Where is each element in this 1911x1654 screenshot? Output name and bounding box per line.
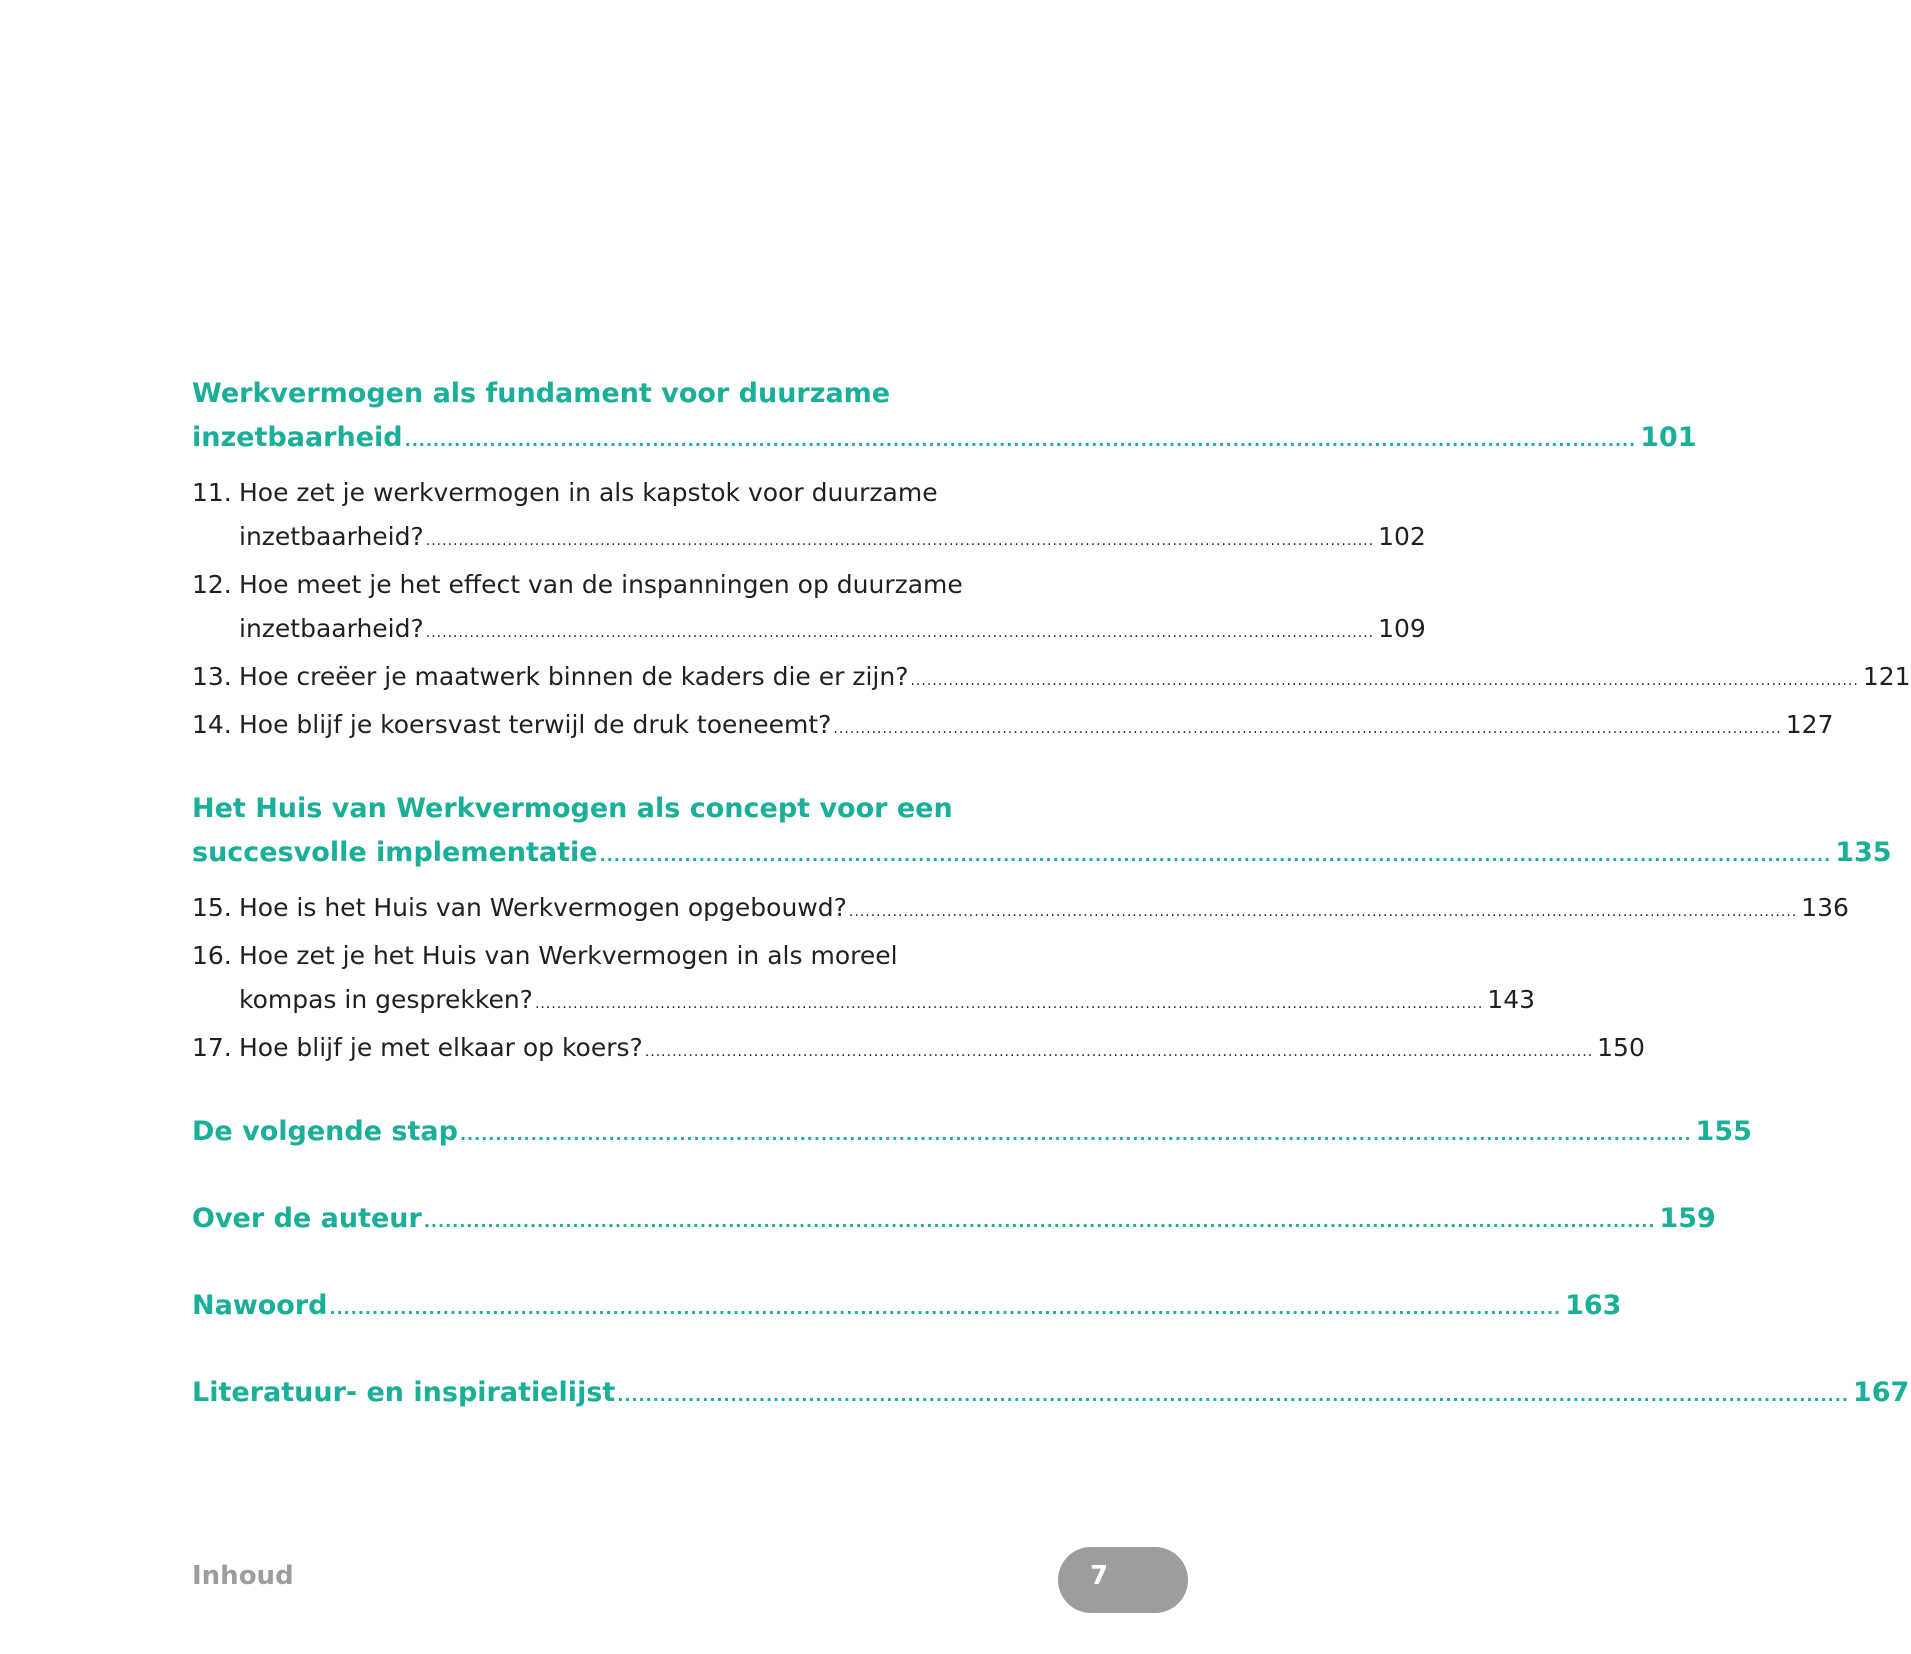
toc-section-huis-van-werkvermogen[interactable] xyxy=(192,787,1892,878)
toc-section-werkvermogen-fundament[interactable] xyxy=(192,372,1697,463)
chapter-page-number: 127 xyxy=(1785,710,1834,739)
section-title: De volgende stap xyxy=(192,1116,458,1147)
toc-chapter-14[interactable] xyxy=(192,703,1834,751)
dot-leader: .............................................................................................................................................................................. xyxy=(329,1299,1562,1318)
toc-chapter-13[interactable] xyxy=(192,655,1911,703)
chapter-title-line1: Hoe creëer je maatwerk binnen de kaders die er zijn? xyxy=(239,662,909,691)
toc-chapter-11[interactable] xyxy=(192,471,1426,563)
page-number: 7 xyxy=(1090,1561,1109,1591)
section-page-number: 159 xyxy=(1659,1203,1716,1234)
chapter-page-number: 136 xyxy=(1801,893,1849,922)
section-page-number: 163 xyxy=(1565,1290,1622,1321)
running-footer-label: Inhoud xyxy=(192,1561,294,1591)
toc-section-over-de-auteur[interactable] xyxy=(192,1197,1716,1244)
chapter-title-line1: Hoe blijf je met elkaar op koers? xyxy=(239,1033,643,1062)
dot-leader: .............................................................................................................................................................................. xyxy=(617,1386,1849,1405)
dot-leader: .............................................................................................................................................................................. xyxy=(425,625,1375,641)
page-number-tab xyxy=(1058,1547,1188,1613)
table-of-contents xyxy=(192,372,1911,1418)
chapter-title-line1: Hoe zet je werkvermogen in als kapstok voor duurzame xyxy=(239,478,938,507)
toc-section-de-volgende-stap[interactable] xyxy=(192,1110,1752,1157)
chapter-title-line2: kompas in gesprekken? xyxy=(239,985,533,1014)
chapter-page-number: 121 xyxy=(1862,662,1911,691)
chapter-number: 12. xyxy=(192,570,232,599)
section-page-number: 101 xyxy=(1640,422,1697,453)
dot-leader: .............................................................................................................................................................................. xyxy=(910,673,1859,689)
chapter-title-line1: Hoe is het Huis van Werkvermogen opgebouwd? xyxy=(239,893,847,922)
chapter-title-line1: Hoe zet je het Huis van Werkvermogen in als moreel xyxy=(239,941,898,970)
chapter-number: 14. xyxy=(192,710,232,739)
chapter-page-number: 109 xyxy=(1378,614,1426,643)
chapter-page-number: 143 xyxy=(1487,985,1536,1014)
toc-chapter-12[interactable] xyxy=(192,563,1426,655)
dot-leader: .............................................................................................................................................................................. xyxy=(425,533,1375,549)
chapter-title-line2: inzetbaarheid? xyxy=(239,522,424,551)
dot-leader: .............................................................................................................................................................................. xyxy=(459,1125,1692,1144)
toc-section-literatuurlijst[interactable] xyxy=(192,1371,1910,1418)
chapter-page-number: 102 xyxy=(1378,522,1426,551)
toc-chapter-15[interactable] xyxy=(192,886,1849,934)
section-title: Literatuur- en inspiratielijst xyxy=(192,1377,616,1408)
section-title: Nawoord xyxy=(192,1290,328,1321)
chapter-title-line1: Hoe meet je het effect van de inspanningen op duurzame xyxy=(239,570,963,599)
toc-chapter-17[interactable] xyxy=(192,1026,1645,1074)
section-title-line2: inzetbaarheid xyxy=(192,422,403,453)
chapter-number: 17. xyxy=(192,1033,232,1062)
dot-leader: .............................................................................................................................................................................. xyxy=(423,1212,1656,1231)
dot-leader: .............................................................................................................................................................................. xyxy=(833,721,1782,737)
chapter-number: 15. xyxy=(192,893,232,922)
toc-chapter-16[interactable] xyxy=(192,934,1536,1026)
dot-leader: .............................................................................................................................................................................. xyxy=(848,904,1798,920)
section-title-line2: succesvolle implementatie xyxy=(192,837,598,868)
section-title: Over de auteur xyxy=(192,1203,422,1234)
chapter-title-line2: inzetbaarheid? xyxy=(239,614,424,643)
chapter-number: 13. xyxy=(192,662,232,691)
section-page-number: 167 xyxy=(1852,1377,1910,1408)
chapter-number: 11. xyxy=(192,478,232,507)
dot-leader: .............................................................................................................................................................................. xyxy=(534,996,1484,1012)
chapter-page-number: 150 xyxy=(1597,1033,1645,1062)
dot-leader: .............................................................................................................................................................................. xyxy=(404,431,1637,450)
section-title-line1: Werkvermogen als fundament voor duurzame xyxy=(192,378,891,409)
section-page-number: 135 xyxy=(1835,837,1892,868)
section-title-line1: Het Huis van Werkvermogen als concept voor een xyxy=(192,793,953,824)
toc-section-nawoord[interactable] xyxy=(192,1284,1622,1331)
dot-leader: .............................................................................................................................................................................. xyxy=(644,1044,1594,1060)
section-page-number: 155 xyxy=(1695,1116,1752,1147)
dot-leader: .............................................................................................................................................................................. xyxy=(599,846,1832,865)
chapter-number: 16. xyxy=(192,941,232,970)
chapter-title-line1: Hoe blijf je koersvast terwijl de druk toeneemt? xyxy=(239,710,832,739)
